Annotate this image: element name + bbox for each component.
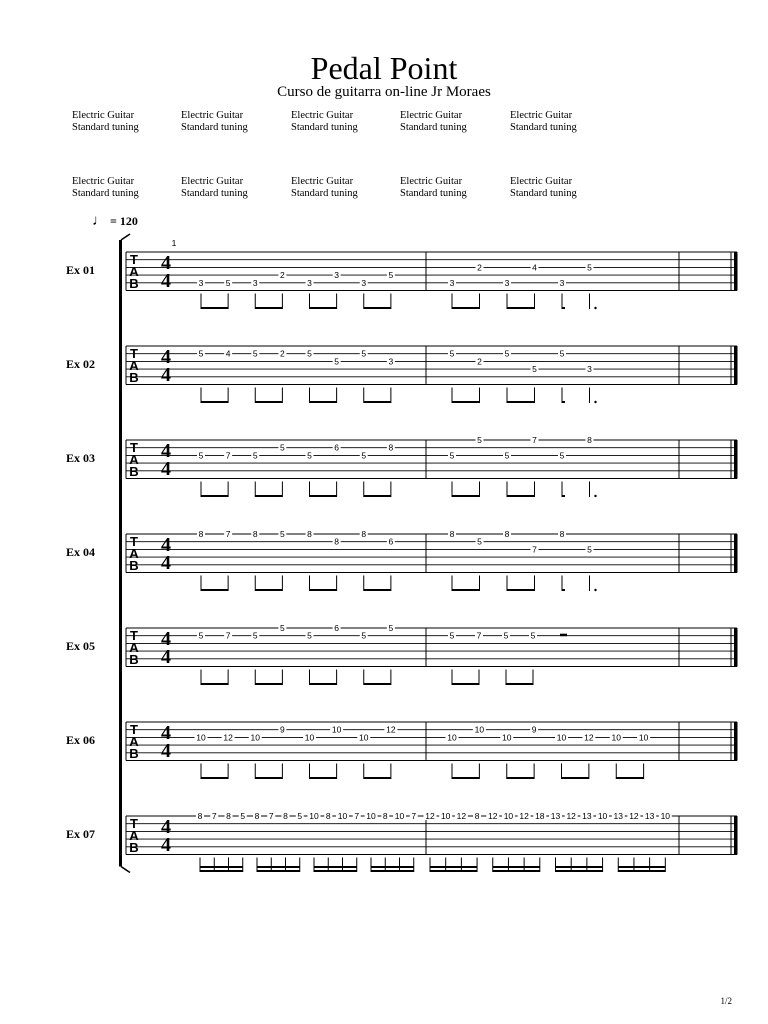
fret-number: 3 [449,277,455,288]
fret-number: 5 [477,536,482,547]
fret-number: 13 [644,811,655,821]
fret-number: 5 [388,623,394,633]
fret-number: 8 [197,811,203,821]
instrument-name: Electric Guitar [400,176,463,187]
example-label: Ex 04 [66,545,96,559]
tab-clef-letter: B [129,464,139,479]
tab-clef-letter: T [130,816,138,831]
fret-number: 5 [361,348,367,359]
beam [507,401,535,403]
instrument-name: Electric Guitar [510,176,573,187]
fret-number: 3 [361,277,367,288]
system-bracket [119,240,122,867]
instrument-name: Electric Guitar [181,176,244,187]
beam [371,866,414,868]
fret-number: 12 [425,811,435,821]
instrument-tuning: Standard tuning [181,122,248,133]
score-title: Pedal Point [310,50,458,86]
fret-number: 10 [660,811,671,821]
beam [616,777,643,779]
beam [201,307,228,309]
fret-number: 10 [638,732,649,743]
final-barline-thick [734,816,738,855]
fret-number: 3 [504,277,510,288]
time-signature-bottom: 4 [161,364,171,386]
fret-number: 8 [307,529,312,539]
beam [200,870,243,872]
time-signature-bottom: 4 [161,740,171,762]
beam [452,589,480,591]
fret-number: 7 [225,450,231,461]
fret-number: 8 [226,811,231,821]
fret-number: 10 [394,811,405,821]
fret-number: 5 [280,442,285,453]
fret-number: 5 [449,348,455,359]
beam [201,495,228,497]
time-signature-top: 4 [161,816,171,838]
tab-system [66,623,738,685]
fret-number: 9 [531,724,537,735]
instrument-tuning: Standard tuning [181,188,248,199]
fret-number: 7 [211,811,217,821]
fret-number: 5 [240,811,246,821]
beam-stub [562,495,565,497]
fret-number: 7 [532,544,537,555]
beam [257,866,300,868]
instrument-name: Electric Guitar [510,110,573,121]
fret-number: 10 [337,811,348,821]
beam [507,495,535,497]
instrument-tuning: Standard tuning [510,122,577,133]
tab-clef-letter: B [129,370,139,385]
fret-number: 3 [198,277,204,288]
final-barline-thick [734,628,738,667]
example-label: Ex 02 [66,357,96,371]
fret-number: 10 [304,732,315,743]
fret-number: 7 [411,811,417,821]
time-signature-bottom: 4 [161,646,171,668]
beam [452,495,480,497]
fret-number: 12 [519,811,529,821]
beam [314,870,357,872]
beam-stub [562,307,565,309]
beam [255,401,282,403]
final-barline-thick [734,346,738,385]
tab-clef-letter: A [129,546,139,561]
beam [556,866,603,868]
beam [364,307,391,309]
fret-number: 8 [388,442,394,453]
beam [310,307,337,309]
tab-system [66,346,738,403]
fret-number: 5 [361,630,367,641]
fret-number: 5 [252,348,258,359]
fret-number: 8 [334,536,339,547]
beam [507,777,534,779]
fret-number: 5 [532,364,537,375]
fret-number: 12 [456,811,467,821]
fret-number: 5 [388,270,394,281]
fret-number: 10 [474,724,485,735]
fret-number: 2 [280,348,285,359]
beam [556,870,603,872]
dot [594,495,596,497]
fret-number: 8 [382,811,388,821]
fret-number: 7 [225,630,231,641]
fret-number: 8 [252,529,258,539]
time-signature-bottom: 4 [161,270,171,292]
fret-number: 8 [587,435,592,445]
beam [562,777,589,779]
fret-number: 10 [556,732,567,743]
score-subtitle: Curso de guitarra on-line Jr Moraes [277,84,491,100]
tab-clef-letter: A [129,264,139,279]
tab-system [66,529,738,591]
instrument-name: Electric Guitar [291,176,354,187]
tab-system [66,238,738,309]
fret-number: 5 [449,630,455,641]
fret-number: 6 [334,623,339,633]
beam [364,683,391,685]
fret-number: 7 [354,811,360,821]
fret-number: 10 [611,732,621,743]
example-label: Ex 05 [66,639,96,653]
dot [594,307,596,309]
dot [594,589,596,591]
time-signature-top: 4 [161,534,171,556]
beam [452,401,480,403]
fret-number: 6 [334,442,339,453]
time-signature-top: 4 [161,628,171,650]
fret-number: 13 [582,811,592,821]
beam [310,683,337,685]
tempo-value: = 120 [110,214,138,228]
tab-clef-letter: T [130,252,138,267]
fret-number: 4 [225,348,231,359]
fret-number: 7 [268,811,274,821]
fret-number: 5 [198,348,204,359]
beam [493,866,540,868]
time-signature-top: 4 [161,346,171,368]
beam [364,777,391,779]
fret-number: 18 [535,811,545,821]
instrument-name: Electric Guitar [181,110,244,121]
fret-number: 5 [252,450,258,461]
fret-number: 5 [198,630,204,641]
tab-clef-letter: A [129,828,139,843]
beam [364,401,391,403]
beam [314,866,357,868]
instrument-tuning: Standard tuning [510,188,577,199]
fret-number: 5 [307,348,312,359]
fret-number: 5 [587,544,592,555]
fret-number: 5 [334,356,339,367]
beam [452,777,479,779]
fret-number: 5 [361,450,367,461]
beam [257,870,300,872]
beam [200,866,243,868]
fret-number: 3 [587,364,592,375]
fret-number: 10 [447,732,457,743]
time-signature-top: 4 [161,440,171,462]
fret-number: 5 [225,277,231,288]
beam [201,777,228,779]
beam [201,401,228,403]
instrument-name: Electric Guitar [291,110,354,121]
fret-number: 10 [503,811,514,821]
fret-number: 8 [559,529,565,539]
beam [255,683,282,685]
beam [506,683,533,685]
measure-number: 1 [171,238,177,248]
tab-clef-letter: T [130,722,138,737]
instrument-name: Electric Guitar [72,110,135,121]
fret-number: 10 [359,732,369,743]
fret-number: 12 [386,724,396,735]
fret-number: 10 [250,732,260,743]
beam [201,589,228,591]
fret-number: 5 [297,811,303,821]
beam-stub [562,401,565,403]
beam [201,683,228,685]
fret-number: 3 [388,356,394,367]
bracket-hook-bottom [121,867,130,873]
time-signature-bottom: 4 [161,458,171,480]
fret-number: 10 [196,732,206,743]
beam [255,589,282,591]
time-signature-top: 4 [161,722,171,744]
beam [452,307,480,309]
tab-clef-letter: T [130,440,138,455]
bracket-hook-top [121,234,130,240]
tab-clef-letter: B [129,746,139,761]
fret-number: 12 [566,811,576,821]
fret-number: 3 [307,277,312,288]
tab-clef-letter: A [129,734,139,749]
fret-number: 5 [307,630,312,641]
fret-number: 10 [309,811,319,821]
beam [310,589,337,591]
half-rest [560,634,567,637]
fret-number: 12 [223,732,233,743]
fret-number: 7 [476,630,482,641]
example-label: Ex 07 [66,827,96,841]
fret-number: 3 [334,270,339,281]
fret-number: 10 [331,724,342,735]
beam [430,870,477,872]
fret-number: 12 [629,811,639,821]
example-label: Ex 06 [66,733,96,747]
fret-number: 5 [449,450,455,461]
tab-clef-letter: A [129,358,139,373]
fret-number: 12 [584,732,594,743]
instrument-tuning: Standard tuning [400,188,467,199]
beam [493,870,540,872]
page-number: 1/2 [720,996,732,1006]
instrument-tuning: Standard tuning [291,188,358,199]
tab-clef-letter: B [129,652,139,667]
fret-number: 10 [502,732,512,743]
instrument-tuning: Standard tuning [72,122,139,133]
time-signature-bottom: 4 [161,552,171,574]
fret-number: 8 [198,529,204,539]
final-barline-thick [734,440,738,479]
fret-number: 7 [532,435,537,445]
tab-clef-letter: B [129,558,139,573]
tab-system [66,811,738,872]
fret-number: 10 [440,811,451,821]
beam [507,307,535,309]
fret-number: 2 [477,356,482,367]
final-barline-thick [734,722,738,761]
fret-number: 5 [477,435,482,445]
fret-number: 5 [559,450,565,461]
fret-number: 13 [613,811,623,821]
beam [310,777,337,779]
tab-clef-letter: A [129,452,139,467]
tab-clef-letter: A [129,640,139,655]
tab-clef-letter: T [130,628,138,643]
instrument-tuning: Standard tuning [400,122,467,133]
fret-number: 8 [325,811,331,821]
fret-number: 4 [532,262,537,273]
beam [310,495,337,497]
beam [255,307,282,309]
fret-number: 9 [280,724,285,735]
fret-number: 3 [559,277,565,288]
fret-number: 5 [504,348,510,359]
beam [364,495,391,497]
fret-number: 5 [503,630,509,641]
beam-stub [562,589,565,591]
fret-number: 8 [283,811,288,821]
beam [507,589,535,591]
beam [310,401,337,403]
fret-number: 10 [366,811,376,821]
fret-number: 5 [307,450,312,461]
fret-number: 5 [280,623,285,633]
fret-number: 10 [597,811,608,821]
beam [430,866,477,868]
quarter-note-icon: ♩ [92,213,107,229]
fret-number: 7 [225,529,231,539]
fret-number: 8 [449,529,455,539]
final-barline-thick [734,252,738,291]
fret-number: 5 [280,529,285,539]
fret-number: 5 [559,348,565,359]
fret-number: 8 [361,529,367,539]
fret-number: 3 [252,277,258,288]
fret-number: 8 [474,811,480,821]
fret-number: 8 [254,811,260,821]
tab-system [66,722,738,779]
tab-clef-letter: B [129,276,139,291]
beam [364,589,391,591]
beam [452,683,479,685]
beam [255,495,282,497]
final-barline-thick [734,534,738,573]
beam [618,870,665,872]
instrument-tuning: Standard tuning [72,188,139,199]
dot [594,401,596,403]
fret-number: 5 [252,630,258,641]
tab-clef-letter: T [130,346,138,361]
fret-number: 13 [550,811,561,821]
instrument-name: Electric Guitar [72,176,135,187]
time-signature-top: 4 [161,252,171,274]
example-label: Ex 03 [66,451,96,465]
fret-number: 2 [280,270,285,281]
fret-number: 2 [477,262,482,273]
beam [618,866,665,868]
fret-number: 6 [388,536,394,547]
instrument-name: Electric Guitar [400,110,463,121]
fret-number: 5 [530,630,536,641]
fret-number: 8 [504,529,510,539]
fret-number: 5 [504,450,510,461]
tab-clef-letter: B [129,840,139,855]
instrument-tuning: Standard tuning [291,122,358,133]
time-signature-bottom: 4 [161,834,171,856]
example-label: Ex 01 [66,263,96,277]
fret-number: 5 [198,450,204,461]
tab-system [66,435,738,497]
tab-clef-letter: T [130,534,138,549]
beam [371,870,414,872]
beam [255,777,282,779]
fret-number: 12 [488,811,498,821]
fret-number: 5 [587,262,592,273]
